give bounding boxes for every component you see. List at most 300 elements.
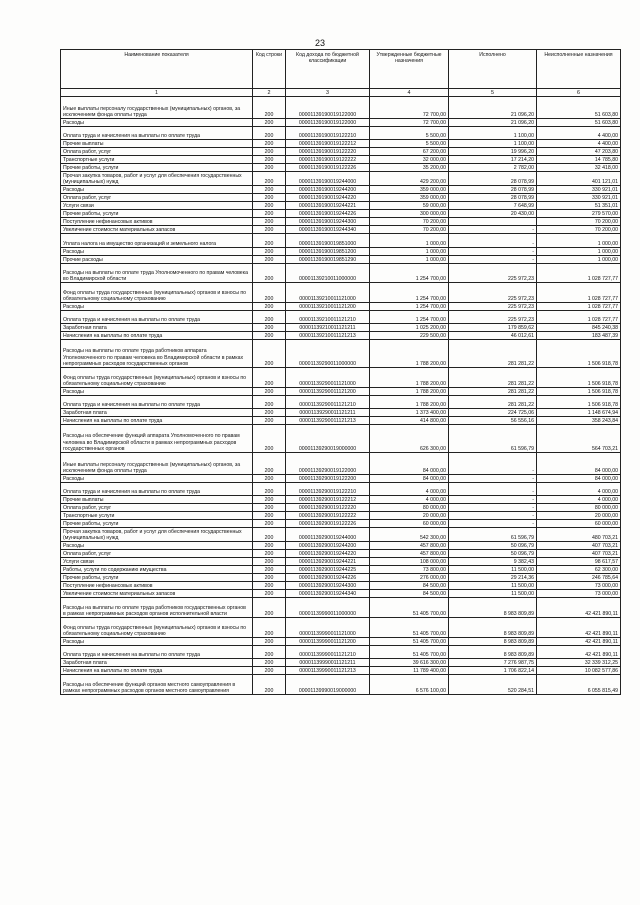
line-code: 200 xyxy=(253,425,286,453)
executed-amount: 11 500,00 xyxy=(449,582,537,590)
executed-amount: 61 596,79 xyxy=(449,425,537,453)
indicator-name: Оплата труда и начисления на выплаты по оплате труда xyxy=(61,646,253,659)
approved-amount: 229 500,00 xyxy=(370,332,449,340)
table-row xyxy=(61,590,621,598)
approved-amount: 276 000,00 xyxy=(370,574,449,582)
indicator-name: Расходы xyxy=(61,475,253,483)
approved-amount: 457 800,00 xyxy=(370,550,449,558)
unexecuted-amount: 1 000,00 xyxy=(537,248,621,256)
indicator-name: Оплата работ, услуг xyxy=(61,194,253,202)
table-row xyxy=(61,528,621,542)
unexecuted-amount: 32 418,00 xyxy=(537,164,621,172)
unexecuted-amount: 51 603,80 xyxy=(537,97,621,119)
table-row xyxy=(61,332,621,340)
executed-amount: 28 078,99 xyxy=(449,186,537,194)
unexecuted-amount: 1 028 727,77 xyxy=(537,303,621,311)
executed-amount: 225 972,23 xyxy=(449,283,537,303)
unexecuted-amount: 42 421 890,11 xyxy=(537,598,621,618)
executed-amount: 224 725,06 xyxy=(449,409,537,417)
header-line-code: Код строки xyxy=(253,50,286,89)
unexecuted-amount: 564 703,21 xyxy=(537,425,621,453)
executed-amount: 11 500,00 xyxy=(449,590,537,598)
budget-classification-code: 00001139190019244221 xyxy=(286,202,370,210)
line-code: 200 xyxy=(253,368,286,388)
budget-classification-code: 00001139990011121213 xyxy=(286,667,370,675)
unexecuted-amount: 246 785,64 xyxy=(537,574,621,582)
indicator-name: Прочие работы, услуги xyxy=(61,520,253,528)
unexecuted-amount: 1 000,00 xyxy=(537,256,621,264)
approved-amount: 59 000,00 xyxy=(370,202,449,210)
approved-amount: 457 800,00 xyxy=(370,542,449,550)
indicator-name: Заработная плата xyxy=(61,324,253,332)
approved-amount: 80 000,00 xyxy=(370,504,449,512)
unexecuted-amount: 1 506 918,78 xyxy=(537,368,621,388)
approved-amount: 1 788 200,00 xyxy=(370,340,449,368)
indicator-name: Оплата труда и начисления на выплаты по оплате труда xyxy=(61,396,253,409)
table-row xyxy=(61,218,621,226)
approved-amount: 1 254 700,00 xyxy=(370,264,449,283)
indicator-name: Расходы на выплаты по оплате труда Уполномоченного по правам человека во Владимирской области xyxy=(61,264,253,283)
budget-classification-code: 00001139210011000000 xyxy=(286,264,370,283)
table-row xyxy=(61,618,621,638)
indicator-name: Начисления на выплаты по оплате труда xyxy=(61,417,253,425)
budget-classification-code: 00001139210011121213 xyxy=(286,332,370,340)
budget-classification-code: 00001139990019000000 xyxy=(286,675,370,695)
approved-amount: 108 000,00 xyxy=(370,558,449,566)
line-code: 200 xyxy=(253,409,286,417)
line-code: 200 xyxy=(253,226,286,234)
unexecuted-amount: 480 703,21 xyxy=(537,528,621,542)
line-code: 200 xyxy=(253,172,286,186)
line-code: 200 xyxy=(253,646,286,659)
budget-classification-code: 00001139210011121211 xyxy=(286,324,370,332)
approved-amount: 84 500,00 xyxy=(370,590,449,598)
indicator-name: Поступление нефинансовых активов xyxy=(61,582,253,590)
executed-amount: 50 096,79 xyxy=(449,542,537,550)
unexecuted-amount: 70 200,00 xyxy=(537,218,621,226)
executed-amount: 520 284,51 xyxy=(449,675,537,695)
line-code: 200 xyxy=(253,140,286,148)
indicator-name: Иные выплаты персоналу государственных (муниципальных) органов, за исключением фонда оплаты труда xyxy=(61,453,253,475)
approved-amount: 35 200,00 xyxy=(370,164,449,172)
approved-amount: 1 788 200,00 xyxy=(370,368,449,388)
table-row xyxy=(61,234,621,248)
table-row xyxy=(61,574,621,582)
executed-amount: 46 012,61 xyxy=(449,332,537,340)
unexecuted-amount: 62 300,00 xyxy=(537,566,621,574)
budget-classification-code: 00001139290019122226 xyxy=(286,520,370,528)
executed-amount: 50 096,79 xyxy=(449,550,537,558)
line-code: 200 xyxy=(253,194,286,202)
executed-amount: - xyxy=(449,520,537,528)
page-number: 23 xyxy=(314,38,325,48)
approved-amount: 51 405 700,00 xyxy=(370,598,449,618)
approved-amount: 300 000,00 xyxy=(370,210,449,218)
table-row xyxy=(61,340,621,368)
indicator-name: Оплата работ, услуг xyxy=(61,550,253,558)
indicator-name: Оплата труда и начисления на выплаты по оплате труда xyxy=(61,483,253,496)
budget-classification-code: 00001139190019122000 xyxy=(286,97,370,119)
table-row xyxy=(61,675,621,695)
line-code: 200 xyxy=(253,202,286,210)
approved-amount: 359 000,00 xyxy=(370,186,449,194)
table-row xyxy=(61,659,621,667)
executed-amount: 8 983 809,89 xyxy=(449,638,537,646)
indicator-name: Увеличение стоимости материальных запасов xyxy=(61,226,253,234)
column-number: 2 xyxy=(253,89,286,97)
unexecuted-amount: 4 000,00 xyxy=(537,483,621,496)
budget-classification-code: 00001139290011121211 xyxy=(286,409,370,417)
indicator-name: Работы, услуги по содержанию имущества xyxy=(61,566,253,574)
budget-classification-code: 00001139990011121000 xyxy=(286,618,370,638)
approved-amount: 359 000,00 xyxy=(370,194,449,202)
indicator-name: Прочая закупка товаров, работ и услуг для обеспечения государственных (муниципальных) нужд xyxy=(61,528,253,542)
executed-amount: 56 556,16 xyxy=(449,417,537,425)
indicator-name: Расходы xyxy=(61,186,253,194)
line-code: 200 xyxy=(253,598,286,618)
unexecuted-amount: 73 000,00 xyxy=(537,582,621,590)
line-code: 200 xyxy=(253,504,286,512)
line-code: 200 xyxy=(253,550,286,558)
table-row xyxy=(61,646,621,659)
executed-amount: 21 096,20 xyxy=(449,119,537,127)
table-row xyxy=(61,264,621,283)
line-code: 200 xyxy=(253,340,286,368)
indicator-name: Расходы на выплаты по оплате труда работников государственных органов в рамках непрограммных расходов органов исполнительной власти xyxy=(61,598,253,618)
line-code: 200 xyxy=(253,264,286,283)
indicator-name: Фонд оплаты труда государственных (муниципальных) органов и взносы по обязательному социальному страхованию xyxy=(61,618,253,638)
indicator-name: Начисления на выплаты по оплате труда xyxy=(61,332,253,340)
line-code: 200 xyxy=(253,590,286,598)
indicator-name: Расходы xyxy=(61,542,253,550)
approved-amount: 1 025 200,00 xyxy=(370,324,449,332)
budget-classification-code: 00001139190019244220 xyxy=(286,194,370,202)
budget-classification-code: 00001139190019244200 xyxy=(286,186,370,194)
line-code: 200 xyxy=(253,156,286,164)
unexecuted-amount: 845 240,38 xyxy=(537,324,621,332)
table-row xyxy=(61,483,621,496)
header-approved: Утвержденные бюджетные назначения xyxy=(370,50,449,89)
unexecuted-amount: 42 421 890,11 xyxy=(537,646,621,659)
line-code: 200 xyxy=(253,97,286,119)
indicator-name: Услуги связи xyxy=(61,202,253,210)
approved-amount: 39 616 300,00 xyxy=(370,659,449,667)
unexecuted-amount: 84 000,00 xyxy=(537,453,621,475)
indicator-name: Расходы xyxy=(61,638,253,646)
table-row xyxy=(61,388,621,396)
budget-classification-code: 00001139290019244225 xyxy=(286,566,370,574)
table-row xyxy=(61,550,621,558)
table-row xyxy=(61,248,621,256)
indicator-name: Прочие работы, услуги xyxy=(61,210,253,218)
line-code: 200 xyxy=(253,475,286,483)
budget-classification-code: 00001139190019244340 xyxy=(286,226,370,234)
indicator-name: Поступление нефинансовых активов xyxy=(61,218,253,226)
column-number: 5 xyxy=(449,89,537,97)
line-code: 200 xyxy=(253,520,286,528)
budget-classification-code: 00001139290011121213 xyxy=(286,417,370,425)
budget-classification-code: 00001139290019244226 xyxy=(286,574,370,582)
line-code: 200 xyxy=(253,618,286,638)
approved-amount: 51 405 700,00 xyxy=(370,646,449,659)
indicator-name: Расходы на обеспечение функций органов местного самоуправления в рамках непрограммных расходов органов местного самоуправления xyxy=(61,675,253,695)
indicator-name: Расходы xyxy=(61,303,253,311)
line-code: 200 xyxy=(253,248,286,256)
executed-amount: - xyxy=(449,496,537,504)
table-row xyxy=(61,324,621,332)
approved-amount: 73 800,00 xyxy=(370,566,449,574)
indicator-name: Услуги связи xyxy=(61,558,253,566)
budget-classification-code: 00001139190019851000 xyxy=(286,234,370,248)
table-row xyxy=(61,368,621,388)
table-row xyxy=(61,396,621,409)
budget-classification-code: 00001139290011121000 xyxy=(286,368,370,388)
budget-classification-code: 00001139290019122000 xyxy=(286,453,370,475)
indicator-name: Расходы xyxy=(61,248,253,256)
budget-classification-code: 00001139290019122220 xyxy=(286,504,370,512)
budget-classification-code: 00001139190019851200 xyxy=(286,248,370,256)
line-code: 200 xyxy=(253,218,286,226)
indicator-name: Заработная плата xyxy=(61,659,253,667)
column-number: 1 xyxy=(61,89,253,97)
header-unexecuted: Неисполненные назначения xyxy=(537,50,621,89)
unexecuted-amount: 1 028 727,77 xyxy=(537,311,621,324)
executed-amount: - xyxy=(449,226,537,234)
unexecuted-amount: 14 785,80 xyxy=(537,156,621,164)
column-number: 3 xyxy=(286,89,370,97)
line-code: 200 xyxy=(253,186,286,194)
indicator-name: Расходы xyxy=(61,119,253,127)
table-row xyxy=(61,512,621,520)
unexecuted-amount: 358 243,84 xyxy=(537,417,621,425)
table-row xyxy=(61,156,621,164)
unexecuted-amount: 51 351,01 xyxy=(537,202,621,210)
unexecuted-amount: 1 506 918,78 xyxy=(537,396,621,409)
executed-amount: 61 596,79 xyxy=(449,528,537,542)
line-code: 200 xyxy=(253,148,286,156)
unexecuted-amount: 330 921,01 xyxy=(537,186,621,194)
executed-amount: - xyxy=(449,483,537,496)
table-row xyxy=(61,283,621,303)
indicator-name: Расходы на выплаты по оплате труда работников аппарата Уполномоченного по правам человека во Владимирской области в рамках непрограммных расходов государственных органов xyxy=(61,340,253,368)
budget-classification-code: 00001139190019244000 xyxy=(286,172,370,186)
unexecuted-amount: 4 000,00 xyxy=(537,496,621,504)
indicator-name: Оплата труда и начисления на выплаты по оплате труда xyxy=(61,127,253,140)
indicator-name: Прочие выплаты xyxy=(61,140,253,148)
approved-amount: 84 000,00 xyxy=(370,453,449,475)
unexecuted-amount: 4 400,00 xyxy=(537,140,621,148)
executed-amount: - xyxy=(449,256,537,264)
budget-classification-code: 00001139210011121000 xyxy=(286,283,370,303)
table-row xyxy=(61,566,621,574)
budget-classification-code: 00001139990011121200 xyxy=(286,638,370,646)
budget-classification-code: 00001139290019122200 xyxy=(286,475,370,483)
column-number-row xyxy=(61,89,621,97)
unexecuted-amount: 70 200,00 xyxy=(537,226,621,234)
budget-classification-code: 00001139190019122226 xyxy=(286,164,370,172)
executed-amount: - xyxy=(449,512,537,520)
unexecuted-amount: 1 506 918,78 xyxy=(537,388,621,396)
approved-amount: 67 200,00 xyxy=(370,148,449,156)
line-code: 200 xyxy=(253,311,286,324)
table-row xyxy=(61,97,621,119)
line-code: 200 xyxy=(253,127,286,140)
budget-classification-code: 00001139290019122210 xyxy=(286,483,370,496)
indicator-name: Иные выплаты персоналу государственных (муниципальных) органов, за исключением фонда оплаты труда xyxy=(61,97,253,119)
table-row xyxy=(61,202,621,210)
unexecuted-amount: 98 617,57 xyxy=(537,558,621,566)
table-row xyxy=(61,598,621,618)
indicator-name: Уплата налога на имущество организаций и земельного налога xyxy=(61,234,253,248)
line-code: 200 xyxy=(253,582,286,590)
unexecuted-amount: 1 028 727,77 xyxy=(537,264,621,283)
indicator-name: Начисления на выплаты по оплате труда xyxy=(61,667,253,675)
indicator-name: Расходы xyxy=(61,388,253,396)
table-row xyxy=(61,542,621,550)
budget-classification-code: 00001139990011000000 xyxy=(286,598,370,618)
line-code: 200 xyxy=(253,396,286,409)
approved-amount: 11 789 400,00 xyxy=(370,667,449,675)
executed-amount: - xyxy=(449,453,537,475)
table-row xyxy=(61,210,621,218)
unexecuted-amount: 183 487,39 xyxy=(537,332,621,340)
executed-amount: - xyxy=(449,234,537,248)
line-code: 200 xyxy=(253,256,286,264)
unexecuted-amount: 330 921,01 xyxy=(537,194,621,202)
column-number: 4 xyxy=(370,89,449,97)
budget-classification-code: 00001139290019244221 xyxy=(286,558,370,566)
approved-amount: 32 000,00 xyxy=(370,156,449,164)
line-code: 200 xyxy=(253,558,286,566)
table-row xyxy=(61,148,621,156)
column-number: 6 xyxy=(537,89,621,97)
approved-amount: 51 405 700,00 xyxy=(370,638,449,646)
indicator-name: Прочие выплаты xyxy=(61,496,253,504)
indicator-name: Прочая закупка товаров, работ и услуг для обеспечения государственных (муниципальных) нужд xyxy=(61,172,253,186)
table-row xyxy=(61,409,621,417)
approved-amount: 6 576 100,00 xyxy=(370,675,449,695)
approved-amount: 51 405 700,00 xyxy=(370,618,449,638)
approved-amount: 20 000,00 xyxy=(370,512,449,520)
indicator-name: Фонд оплаты труда государственных (муниципальных) органов и взносы по обязательному социальному страхованию xyxy=(61,368,253,388)
approved-amount: 414 800,00 xyxy=(370,417,449,425)
approved-amount: 84 000,00 xyxy=(370,475,449,483)
executed-amount: - xyxy=(449,248,537,256)
table-header-row xyxy=(61,50,621,89)
approved-amount: 429 200,00 xyxy=(370,172,449,186)
budget-classification-code: 00001139190019122212 xyxy=(286,140,370,148)
table-row xyxy=(61,558,621,566)
approved-amount: 5 500,00 xyxy=(370,127,449,140)
approved-amount: 1 000,00 xyxy=(370,234,449,248)
line-code: 200 xyxy=(253,453,286,475)
table-row xyxy=(61,417,621,425)
approved-amount: 84 500,00 xyxy=(370,582,449,590)
executed-amount: 1 100,00 xyxy=(449,127,537,140)
line-code: 200 xyxy=(253,667,286,675)
approved-amount: 1 788 200,00 xyxy=(370,396,449,409)
table-row xyxy=(61,582,621,590)
unexecuted-amount: 401 121,01 xyxy=(537,172,621,186)
executed-amount: 11 500,00 xyxy=(449,566,537,574)
indicator-name: Увеличение стоимости материальных запасов xyxy=(61,590,253,598)
budget-classification-code: 00001139290019244220 xyxy=(286,550,370,558)
indicator-name: Оплата труда и начисления на выплаты по оплате труда xyxy=(61,311,253,324)
table-row xyxy=(61,504,621,512)
budget-classification-code: 00001139190019851290 xyxy=(286,256,370,264)
line-code: 200 xyxy=(253,210,286,218)
table-row xyxy=(61,119,621,127)
indicator-name: Заработная плата xyxy=(61,409,253,417)
line-code: 200 xyxy=(253,332,286,340)
approved-amount: 626 300,00 xyxy=(370,425,449,453)
line-code: 200 xyxy=(253,388,286,396)
executed-amount: 1 100,00 xyxy=(449,140,537,148)
budget-classification-code: 00001139990011121211 xyxy=(286,659,370,667)
budget-classification-code: 00001139290019000000 xyxy=(286,425,370,453)
line-code: 200 xyxy=(253,659,286,667)
table-row xyxy=(61,226,621,234)
executed-amount: 8 983 809,89 xyxy=(449,618,537,638)
approved-amount: 542 300,00 xyxy=(370,528,449,542)
executed-amount: 20 430,00 xyxy=(449,210,537,218)
executed-amount: 21 096,20 xyxy=(449,97,537,119)
approved-amount: 1 254 700,00 xyxy=(370,283,449,303)
indicator-name: Оплата работ, услуг xyxy=(61,504,253,512)
unexecuted-amount: 80 000,00 xyxy=(537,504,621,512)
executed-amount: 7 648,99 xyxy=(449,202,537,210)
unexecuted-amount: 1 506 918,78 xyxy=(537,340,621,368)
table-row xyxy=(61,164,621,172)
executed-amount: 281 281,22 xyxy=(449,388,537,396)
approved-amount: 1 254 700,00 xyxy=(370,311,449,324)
executed-amount: 28 078,99 xyxy=(449,194,537,202)
table-row xyxy=(61,127,621,140)
unexecuted-amount: 407 703,21 xyxy=(537,550,621,558)
indicator-name: Фонд оплаты труда государственных (муниципальных) органов и взносы по обязательному социальному страхованию xyxy=(61,283,253,303)
table-row xyxy=(61,186,621,194)
indicator-name: Расходы на обеспечение функций аппарата Уполномоченного по правам человека во Владимирской области в рамках непрограммных расходов государственных органов xyxy=(61,425,253,453)
executed-amount: 17 214,20 xyxy=(449,156,537,164)
approved-amount: 1 373 400,00 xyxy=(370,409,449,417)
line-code: 200 xyxy=(253,164,286,172)
table-row xyxy=(61,303,621,311)
table-row xyxy=(61,194,621,202)
unexecuted-amount: 407 703,21 xyxy=(537,542,621,550)
unexecuted-amount: 42 421 890,11 xyxy=(537,638,621,646)
approved-amount: 4 000,00 xyxy=(370,483,449,496)
approved-amount: 1 788 200,00 xyxy=(370,388,449,396)
unexecuted-amount: 51 603,80 xyxy=(537,119,621,127)
budget-classification-code: 00001139190019122220 xyxy=(286,148,370,156)
line-code: 200 xyxy=(253,675,286,695)
indicator-name: Прочие работы, услуги xyxy=(61,164,253,172)
budget-classification-code: 00001139210011121210 xyxy=(286,311,370,324)
unexecuted-amount: 47 203,80 xyxy=(537,148,621,156)
table-row xyxy=(61,475,621,483)
line-code: 200 xyxy=(253,119,286,127)
approved-amount: 70 200,00 xyxy=(370,226,449,234)
approved-amount: 5 500,00 xyxy=(370,140,449,148)
budget-classification-code: 00001139190019244226 xyxy=(286,210,370,218)
unexecuted-amount: 1 028 727,77 xyxy=(537,283,621,303)
unexecuted-amount: 279 570,00 xyxy=(537,210,621,218)
unexecuted-amount: 4 400,00 xyxy=(537,127,621,140)
line-code: 200 xyxy=(253,638,286,646)
executed-amount: 225 972,23 xyxy=(449,311,537,324)
executed-amount: 29 214,36 xyxy=(449,574,537,582)
indicator-name: Оплата работ, услуг xyxy=(61,148,253,156)
